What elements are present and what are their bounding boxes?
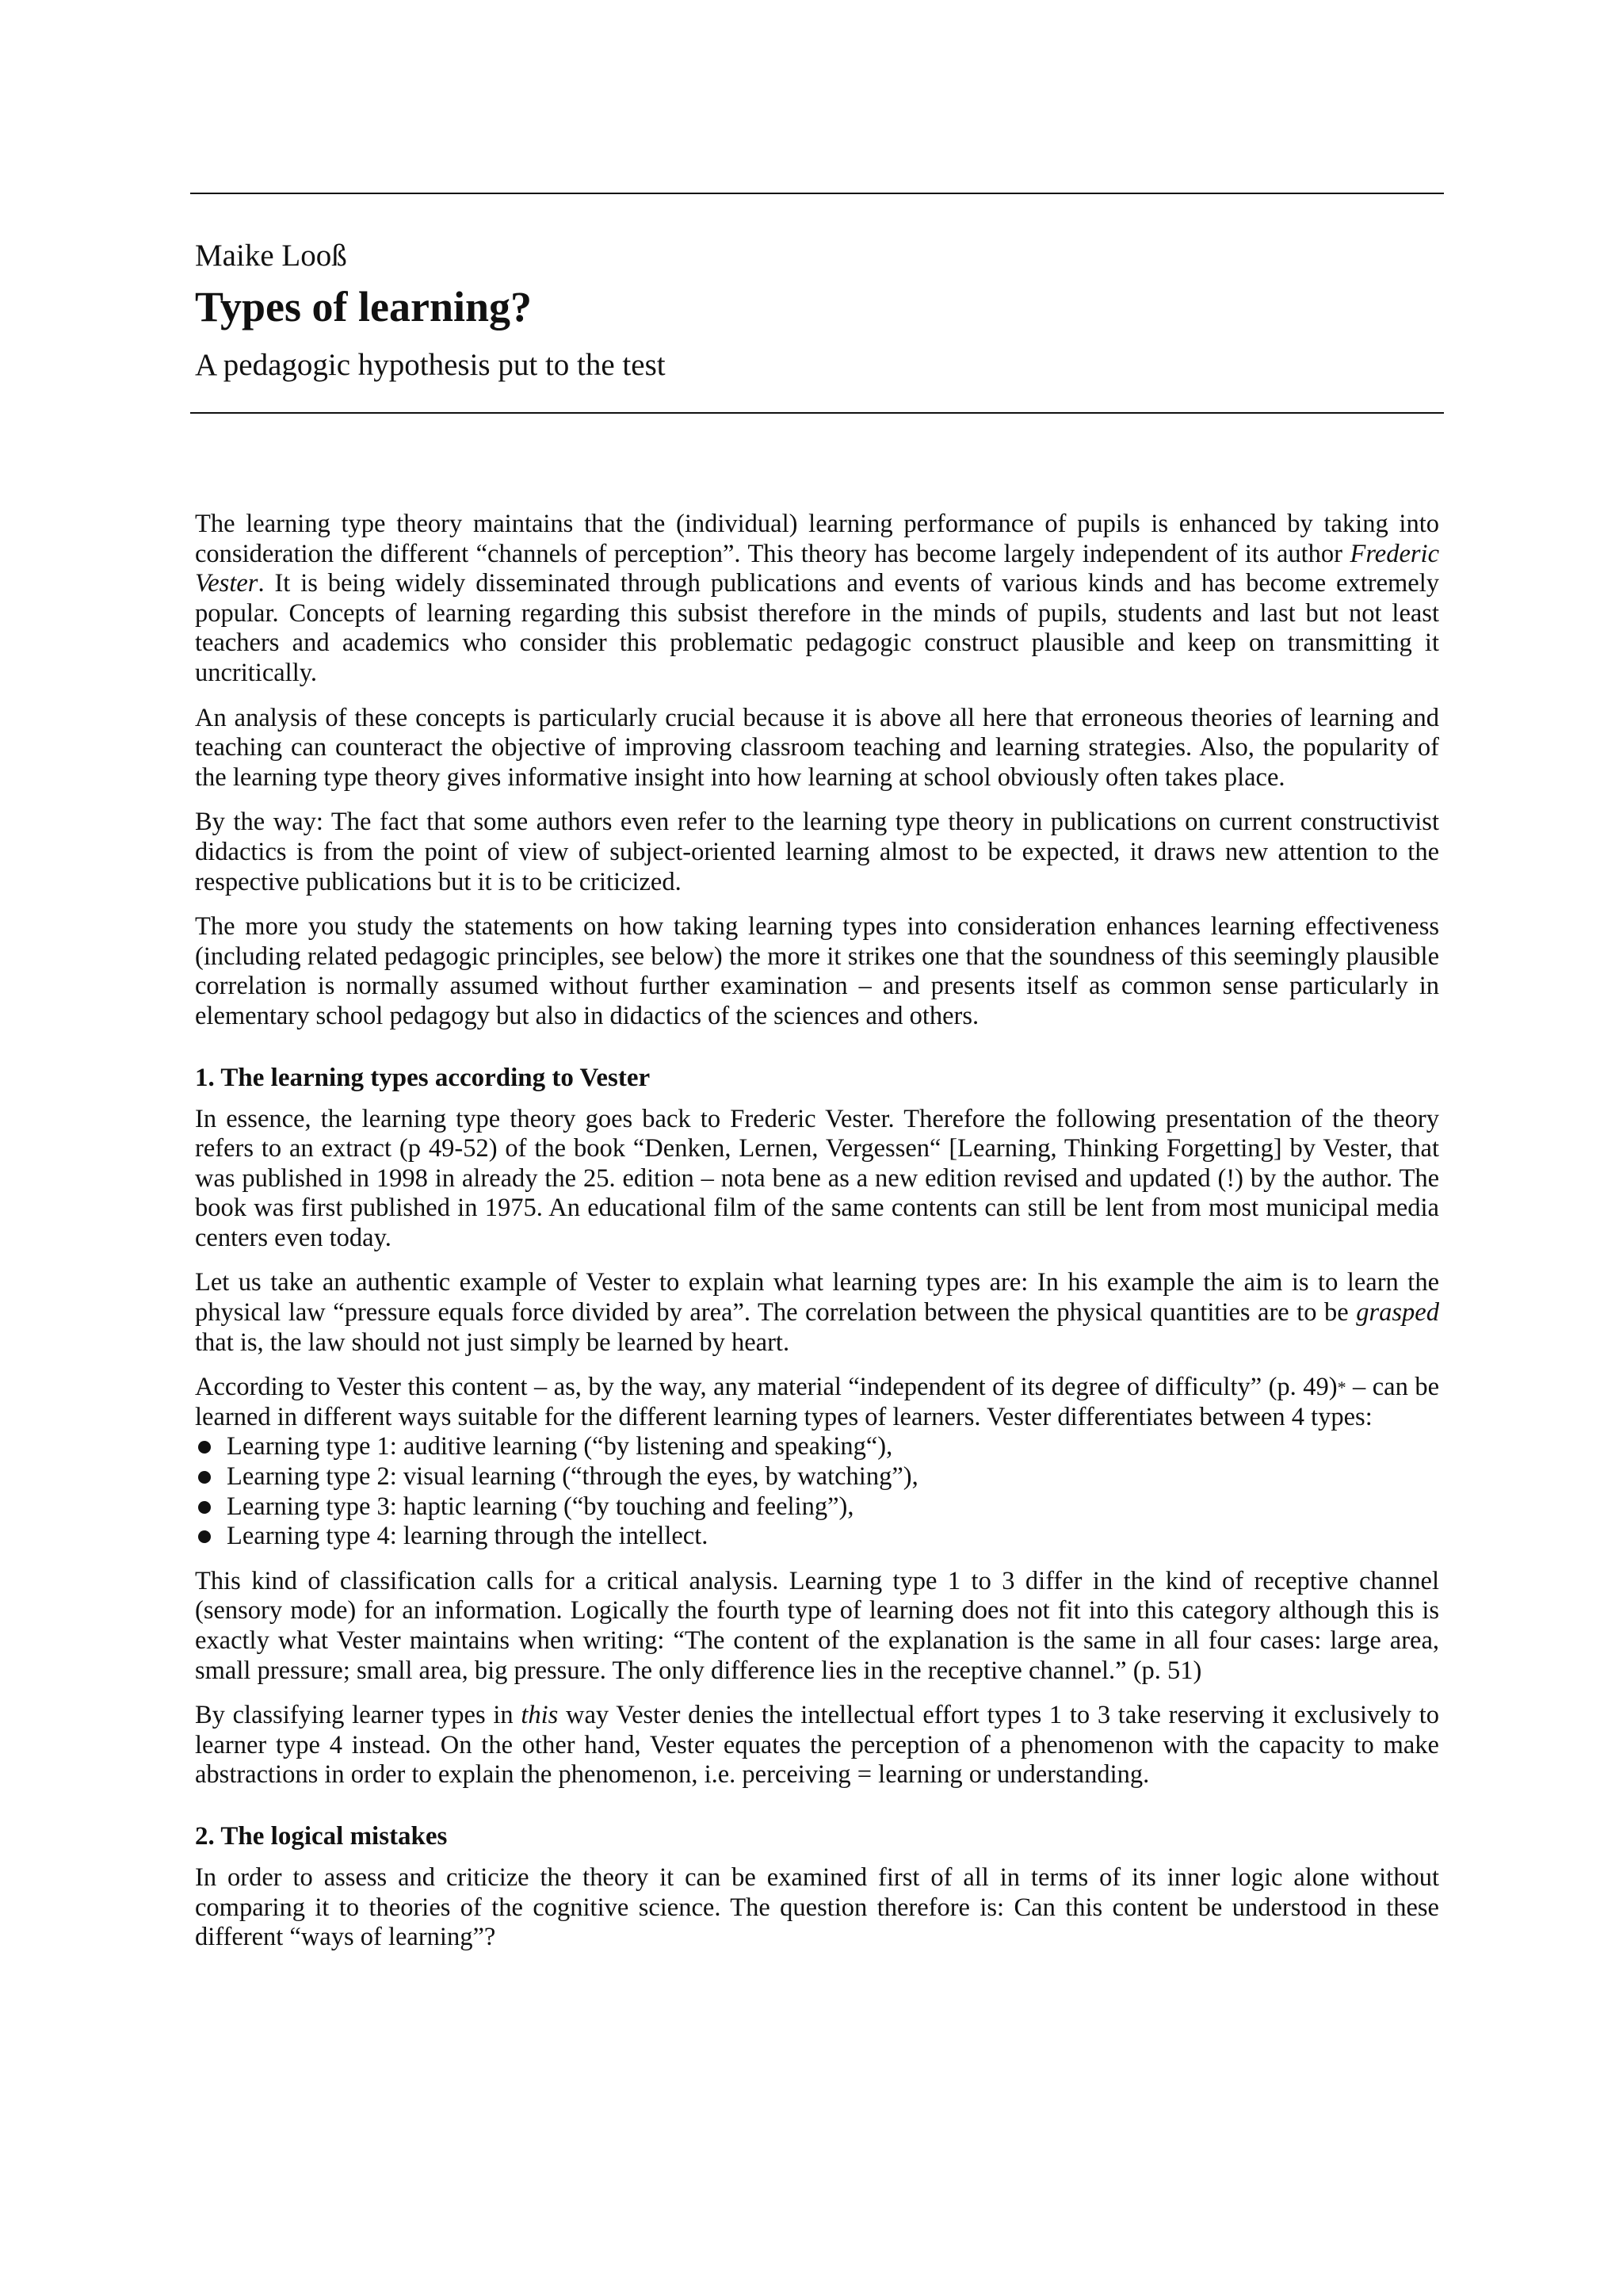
article-body <box>195 510 1439 1968</box>
intro-paragraph-3: By the way: The fact that some authors even refer to the learning type theory in publications on current constructivist didactics is from the point of view of subject-oriented learning almost to be expected, it draws new attention to the respective publications but it is to be criticized. <box>195 808 1439 896</box>
section-1-paragraph-4: This kind of classification calls for a critical analysis. Learning type 1 to 3 differ in the kind of receptive channel (sensory mode) for an information. Logically the fourth type of learning does not fit into this category although this is exactly what Vester maintains when writing: “The content of the explanation is the same in all four cases: large area, small pressure; small area, big pressure. The only difference lies in the receptive channel.” (p. 51) <box>195 1566 1439 1685</box>
bullet-icon <box>198 1441 211 1454</box>
section-1-heading: 1. The learning types according to Vester <box>195 1063 651 1092</box>
intro-paragraph-1: The learning type theory maintains that the (individual) learning performance of pupils is enhanced by taking into consideration the different “channels of perception”. This theory has become largely independent of its author Frederic Vester. It is being widely disseminated through publications and events of various kinds and has become extremely popular. Concepts of learning regarding this subsist therefore in the minds of pupils, students and last but not least teachers and academics who consider this problematic pedagogic construct plausible and keep on transmitting it uncritically. <box>195 510 1439 687</box>
paper-subtitle: A pedagogic hypothesis put to the test <box>195 348 666 382</box>
bullet-icon <box>198 1501 211 1514</box>
intro-paragraph-4: The more you study the statements on how taking learning types into consideration enhances learning effectiveness (including related pedagogic principles, see below) the more it strikes one that the soundness of this seemingly plausible correlation is normally assumed without further examination – and presents itself as common sense particularly in elementary school pedagogy but also in didactics of the sciences and others. <box>195 912 1439 1030</box>
bullet-icon <box>198 1530 211 1543</box>
author-name: Maike Looß <box>195 239 347 273</box>
emphasis-this: this <box>521 1701 559 1730</box>
learning-types-list <box>195 1432 1439 1551</box>
section-2-heading: 2. The logical mistakes <box>195 1821 448 1851</box>
list-item: Learning type 1: auditive learning (“by listening and speaking“), <box>195 1432 1439 1462</box>
footnote-marker: * <box>1337 1377 1346 1398</box>
header-bottom-rule <box>190 412 1444 414</box>
section-1-paragraph-2: Let us take an authentic example of Vester to explain what learning types are: In his example the aim is to learn the physical law “pressure equals force divided by area”. The correlation between the physical quantities are to be grasped that is, the law should not just simply be learned by heart. <box>195 1268 1439 1357</box>
list-item: Learning type 2: visual learning (“through the eyes, by watching”), <box>195 1462 1439 1492</box>
section-1-paragraph-1: In essence, the learning type theory goes back to Frederic Vester. Therefore the following presentation of the theory refers to an extract (p 49-52) of the book “Denken, Lernen, Vergessen“ [Learning, Thinking Forgetting] by Vester, that was published in 1998 in already the 25. edition – nota bene as a new edition revised and updated (!) by the author. The book was first published in 1975. An educational film of the same contents can still be lent from most municipal media centers even today. <box>195 1104 1439 1252</box>
list-item: Learning type 4: learning through the intellect. <box>195 1522 1439 1552</box>
paper-title: Types of learning? <box>195 283 533 330</box>
list-item: Learning type 3: haptic learning (“by touching and feeling”), <box>195 1492 1439 1522</box>
section-1-paragraph-5: By classifying learner types in this way Vester denies the intellectual effort types 1 to 3 take reserving it exclusively to learner type 4 instead. On the other hand, Vester equates the perception of a phenomenon with the capacity to make abstractions in order to explain the phenomenon, i.e. perceiving = learning or understanding. <box>195 1701 1439 1790</box>
header-top-rule <box>190 193 1444 194</box>
section-1-paragraph-3: According to Vester this content – as, by the way, any material “independent of its degree of difficulty” (p. 49)* – can be learned in different ways suitable for the different learning types of learners. Vester differentiates between 4 types: <box>195 1373 1439 1431</box>
author-reference: Frederic Vester <box>195 539 1439 598</box>
section-2-paragraph-1: In order to assess and criticize the theory it can be examined first of all in terms of its inner logic alone without comparing it to theories of the cognitive science. The question therefore is: Can this content be understood in these different “ways of learning”? <box>195 1862 1439 1952</box>
emphasis-grasped: grasped <box>1356 1298 1439 1328</box>
bullet-icon <box>198 1471 211 1484</box>
intro-paragraph-2: An analysis of these concepts is particularly crucial because it is above all here that erroneous theories of learning and teaching can counteract the objective of improving classroom teaching and learning strategies. Also, the popularity of the learning type theory gives informative insight into how learning at school obviously often takes place. <box>195 703 1439 792</box>
